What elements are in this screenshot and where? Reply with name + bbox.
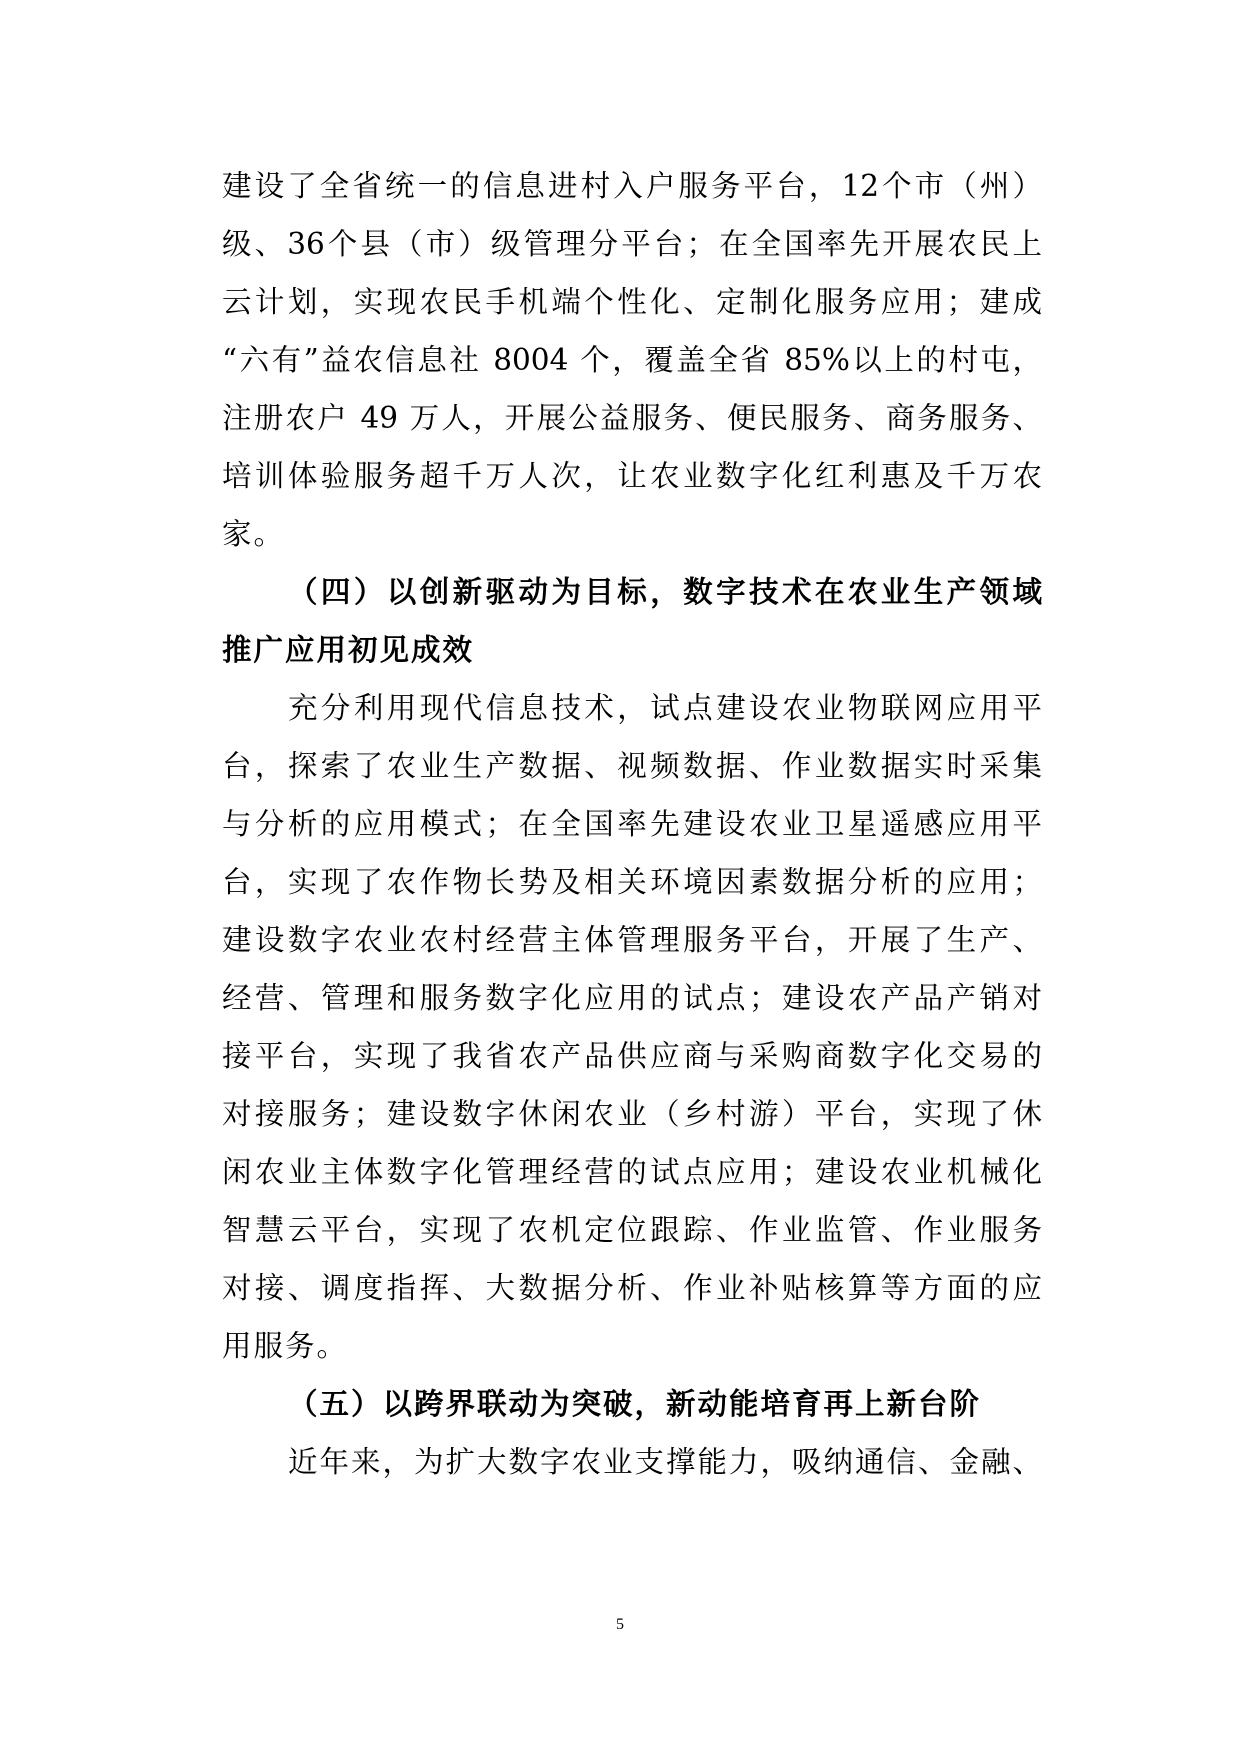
section-heading-4-continued: 推广应用初见成效 [222, 632, 475, 667]
text-line: 智慧云平台，实现了农机定位跟踪、作业监管、作业服务 [222, 1213, 1042, 1247]
section-heading-5: （五）以跨界联动为突破，新动能培育再上新台阶 [288, 1386, 982, 1421]
text-line: 用服务。 [222, 1329, 349, 1363]
text-line: 闲农业主体数字化管理经营的试点应用；建设农业机械化 [222, 1155, 1042, 1189]
text-line: 建设了全省统一的信息进村入户服务平台，12个市（州） [222, 169, 1042, 203]
text-line: 与分析的应用模式；在全国率先建设农业卫星遥感应用平 [222, 807, 1042, 841]
text-line: 对接、调度指挥、大数据分析、作业补贴核算等方面的应 [222, 1271, 1042, 1305]
text-line: 接平台，实现了我省农产品供应商与采购商数字化交易的 [222, 1039, 1042, 1073]
text-line: 云计划，实现农民手机端个性化、定制化服务应用；建成 [222, 285, 1042, 319]
section-heading-4: （四）以创新驱动为目标，数字技术在农业生产领域 [288, 574, 1042, 609]
text-line: “六有”益农信息社 8004 个，覆盖全省 85%以上的村屯， [222, 343, 1042, 377]
page-number: 5 [616, 1616, 624, 1633]
text-line: 近年来，为扩大数字农业支撑能力，吸纳通信、金融、 [288, 1445, 1042, 1479]
text-line: 建设数字农业农村经营主体管理服务平台，开展了生产、 [222, 923, 1042, 957]
text-line: 充分利用现代信息技术，试点建设农业物联网应用平 [288, 691, 1042, 725]
text-line: 培训体验服务超千万人次，让农业数字化红利惠及千万农 [222, 459, 1042, 493]
text-line: 家。 [222, 517, 286, 551]
text-line: 注册农户 49 万人，开展公益服务、便民服务、商务服务、 [222, 401, 1042, 435]
text-line: 台，实现了农作物长势及相关环境因素数据分析的应用； [222, 865, 1042, 899]
text-line: 台，探索了农业生产数据、视频数据、作业数据实时采集 [222, 749, 1042, 783]
text-line: 对接服务；建设数字休闲农业（乡村游）平台，实现了休 [222, 1097, 1042, 1131]
text-line: 级、36个县（市）级管理分平台；在全国率先开展农民上 [222, 227, 1042, 261]
text-line: 经营、管理和服务数字化应用的试点；建设农产品产销对 [222, 981, 1042, 1015]
